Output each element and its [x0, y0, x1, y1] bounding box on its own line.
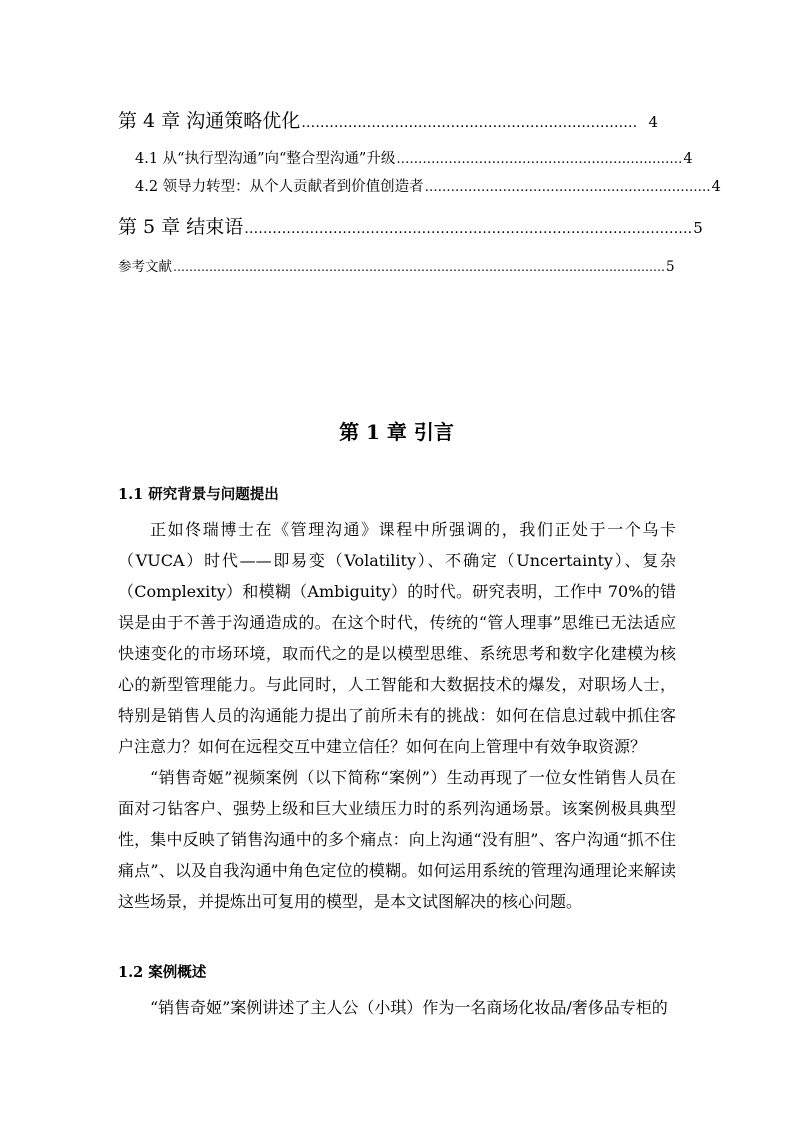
toc-label: 4.1 从“执行型沟通”向“整合型沟通”升级	[135, 151, 396, 167]
toc-page-number: 4	[648, 113, 658, 131]
toc-entry-chapter-5[interactable]	[118, 212, 703, 239]
body-paragraph: “销售奇姬”案例讲述了主人公（小琪）作为一名商场化妆品/奢侈品专柜的	[150, 998, 668, 1017]
toc-entry-section-4-1[interactable]	[135, 147, 693, 168]
body-paragraph: 正如佟瑞博士在《管理沟通》课程中所强调的，我们正处于一个乌卡（VUCA）时代——即易变（Volatility）、不确定（Uncertainty）、复杂（Complexity）和模糊（Ambiguity）的时代。研究表明，工作中 70%的错误是由于不善于沟通造成的。在这个时代，传统的“管人理事”思维已无法适应快速变化的市场环境，取而代之的是以模型思维、系统思考和数字化建模为核心的新型管理能力。与此同时，人工智能和大数据技术的爆发，对职场人士，特别是销售人员的沟通能力提出了前所未有的挑战：如何在信息过载中抓住客户注意力？如何在远程交互中建立信任？如何在向上管理中有效争取资源？	[118, 520, 676, 756]
toc-page-number: 5	[693, 219, 703, 237]
toc-page-number: 5	[666, 259, 675, 275]
toc-entry-references[interactable]	[118, 255, 675, 275]
toc-leader-dots: ……………………………………………………………………………………………………………	[173, 260, 665, 274]
toc-label: 第 5 章 结束语	[118, 216, 244, 238]
section-heading-1-2: 1.2 案例概述	[118, 964, 207, 981]
section-heading-1-1: 1.1 研究背景与问题提出	[118, 486, 279, 503]
toc-leader-dots: …………………………………………………………	[396, 152, 683, 167]
toc-label: 参考文献	[118, 259, 172, 275]
toc-entry-chapter-4[interactable]	[118, 106, 658, 133]
toc-page-number: 4	[683, 151, 693, 167]
toc-page-number: 4	[711, 179, 721, 195]
body-paragraph: “销售奇姬”视频案例（以下简称“案例”）生动再现了一位女性销售人员在面对刁钻客户、强势上级和巨大业绩压力时的系列沟通场景。该案例极具典型性，集中反映了销售沟通中的多个痛点：向上沟通“没有胆”、客户沟通“抓不住痛点”、以及自我沟通中角色定位的模糊。如何运用系统的管理沟通理论来解读这些场景，并提炼出可复用的模型，是本文试图解决的核心问题。	[118, 768, 676, 911]
toc-leader-dots: …………………………………………………………	[424, 180, 711, 195]
toc-label: 第 4 章 沟通策略优化	[118, 110, 301, 132]
chapter-title: 第 1 章 引言	[339, 420, 454, 444]
toc-leader-dots: ……………………………………………………………………………………	[244, 221, 693, 237]
toc-leader-dots: ………………………………………………………………	[301, 115, 638, 131]
toc-entry-section-4-2[interactable]	[135, 175, 721, 196]
toc-label: 4.2 领导力转型：从个人贡献者到价值创造者	[135, 179, 424, 195]
